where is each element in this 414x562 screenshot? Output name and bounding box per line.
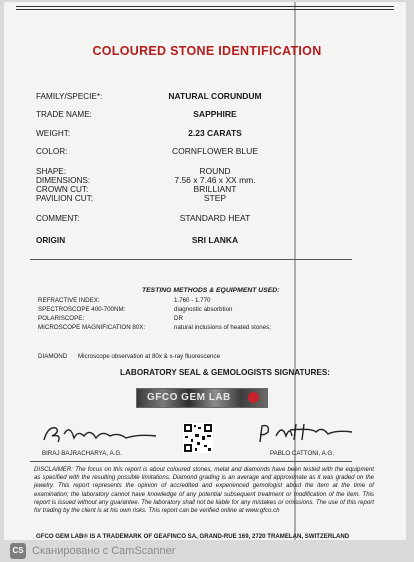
signature-left [38, 420, 168, 448]
crown-cut-value: BRILLIANT [193, 184, 237, 194]
pavilion-cut-value: STEP [203, 193, 227, 203]
trade-name-value: SAPPHIRE [193, 109, 237, 119]
disclaimer: DISCLAIMER: The focus on this report is about coloured stones, metal and diamonds have been tested with the equipment as specified with the resulting possible limitations. Diamond grading is an average and approximate as it was graded on the jewelry. This report represents the opinion of accredited and experienced gemologist about the item at the time of examination; the laboratory cannot have knowledge of any potential subsequent treatment or modification of the item. This report is issued without any guarantee. The laboratory shall not be liable for any mistakes or omissions. The use of this report for trading by the client is at his own risks. This report can be verified online at www.gfco.ch [34, 466, 374, 515]
family-label: FAMILY/SPECIE*: [36, 92, 103, 101]
testing-heading: TESTING METHODS & EQUIPMENT USED: [142, 287, 280, 294]
weight-value: 2.23 CARATS [188, 128, 242, 138]
dimensions-label: DIMENSIONS: [36, 176, 91, 185]
polariscope-label: POLARISCOPE: [38, 315, 85, 322]
dimensions-value: 7.56 x 7.46 x XX mm. [174, 175, 256, 185]
seal-text: GFCO GEM LAB [147, 392, 231, 403]
seal-red-dot [248, 392, 259, 403]
footer-trademark: GFCO GEM LAB® IS A TRADEMARK OF GEAFINCO SA, GRAND-RUE 169, 2720 TRAMELAN, SWITZERLAND [36, 533, 350, 540]
trade-name-label: TRADE NAME: [36, 110, 92, 119]
signature-left-name: BIRAJ BAJRACHARYA, A.G. [42, 450, 122, 457]
top-border [16, 6, 394, 7]
signature-right-name: PABLO CATTONI, A.G. [270, 450, 334, 457]
polariscope-value: DR [174, 315, 183, 322]
refractive-index-label: REFRACTIVE INDEX: [38, 297, 100, 304]
comment-value: STANDARD HEAT [179, 213, 251, 223]
pavilion-cut-label: PAVILION CUT: [36, 194, 94, 203]
camscanner-logo: CS [10, 543, 26, 559]
qr-code [183, 423, 213, 453]
weight-label: WEIGHT: [36, 129, 71, 138]
diamond-value: Microscope observation at 80x & x-ray fluorescence [78, 353, 221, 360]
color-value: CORNFLOWER BLUE [172, 146, 258, 156]
document-title: COLOURED STONE IDENTIFICATION [92, 44, 322, 58]
spectroscope-label: SPECTROSCOPE 400-700NM: [38, 306, 126, 313]
origin-label: ORIGIN [36, 236, 66, 245]
signature-right [252, 420, 362, 448]
spectroscope-value: diagnostic absorbtion [174, 306, 233, 313]
crown-cut-label: CROWN CUT: [36, 185, 89, 194]
laboratory-seal [136, 388, 268, 408]
top-border-inner [16, 9, 394, 10]
disclaimer-divider [30, 461, 352, 462]
camscanner-watermark: Сканировано с CamScanner [32, 545, 176, 557]
section-divider [30, 259, 352, 260]
refractive-index-value: 1.760 - 1.770 [174, 297, 211, 304]
origin-value: SRI LANKA [191, 235, 239, 245]
color-label: COLOR: [36, 147, 68, 156]
shape-value: ROUND [199, 166, 231, 176]
family-value: NATURAL CORUNDUM [168, 91, 262, 101]
certificate-page [4, 2, 406, 540]
shape-label: SHAPE: [36, 167, 67, 176]
microscope-label: MICROSCOPE MAGNIFICATION 80X: [38, 324, 146, 331]
diamond-label: DIAMOND [38, 353, 68, 360]
seal-heading: LABORATORY SEAL & GEMOLOGISTS SIGNATURES: [120, 368, 331, 377]
microscope-value: natural inclusions of heated stones; [174, 324, 271, 331]
fold-line [294, 2, 296, 540]
comment-label: COMMENT: [36, 214, 80, 223]
